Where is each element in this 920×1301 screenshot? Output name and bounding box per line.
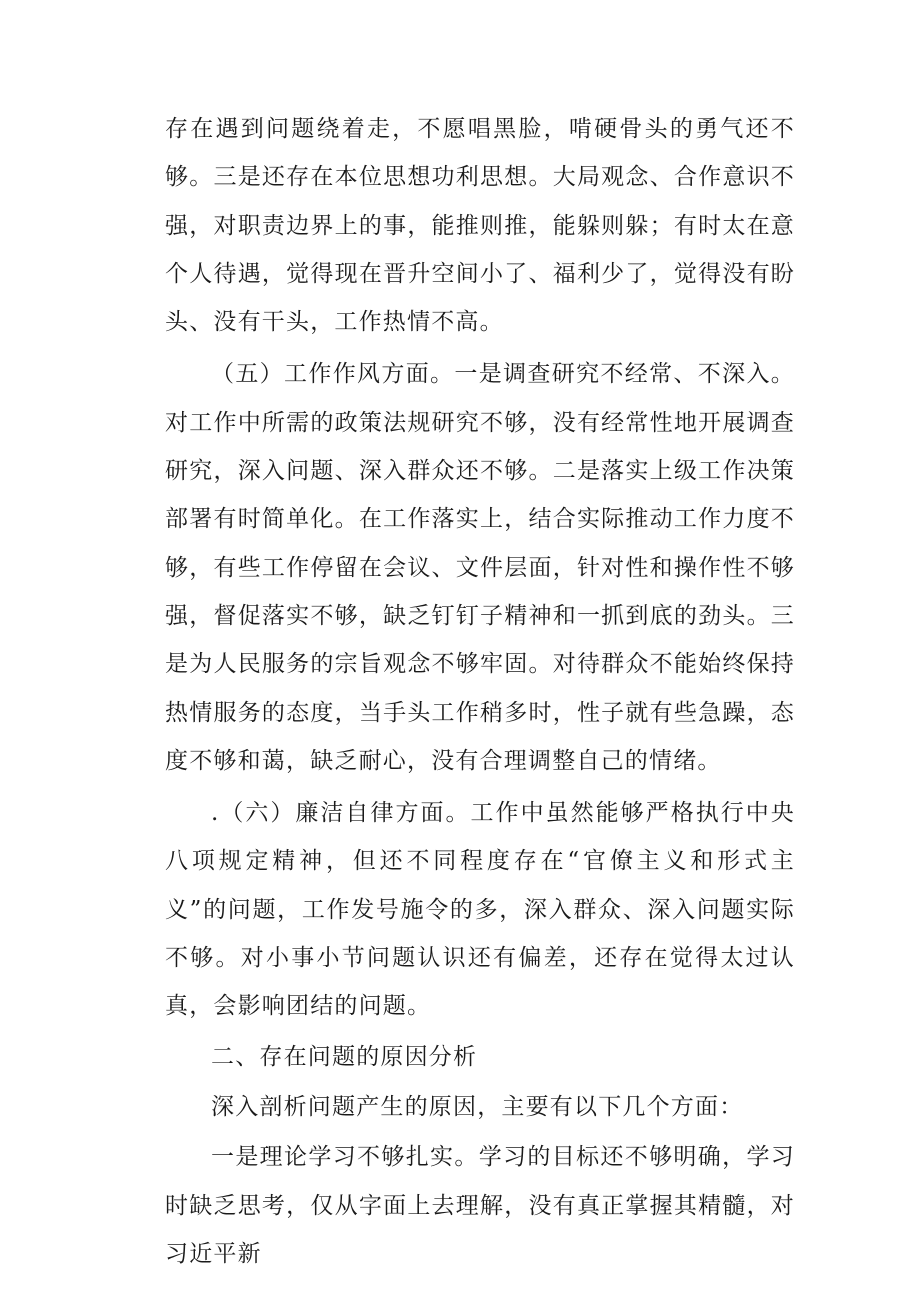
document-body xyxy=(165,105,795,1278)
paragraph-cause-intro: 深入剖析问题产生的原因，主要有以下几个方面： xyxy=(211,1093,744,1120)
paragraph-theory-study: 一是理论学习不够扎实。学习的目标还不够明确，学习时缺乏思考，仅从字面上去理解，没有真正掌握其精髓，对习近平新 xyxy=(165,1144,795,1267)
paragraph-integrity-section: .（六）廉洁自律方面。工作中虽然能够严格执行中央八项规定精神，但还不同程度存在“官僚主义和形式主义”的问题，工作发号施令的多，深入群众、深入问题实际不够。对小事小节问题认识还有偏差，还存在觉得太过认真，会影响团结的问题。 xyxy=(165,800,795,1020)
section-heading-cause-analysis: 二、存在问题的原因分析 xyxy=(211,1043,478,1070)
paragraph-work-style-section: （五）工作作风方面。一是调查研究不经常、不深入。对工作中所需的政策法规研究不够，没有经常性地开展调查研究，深入问题、深入群众还不够。二是落实上级工作决策部署有时简单化。在工作落实上，结合实际推动工作力度不够，有些工作停留在会议、文件层面，针对性和操作性不够强，督促落实不够，缺乏钉钉子精神和一抓到底的劲头。三是为人民服务的宗旨观念不够牢固。对待群众不能始终保持热情服务的态度，当手头工作稍多时，性子就有些急躁，态度不够和蔼，缺乏耐心，没有合理调整自己的情绪。 xyxy=(165,361,795,774)
paragraph-continued-from-previous-page: 存在遇到问题绕着走，不愿唱黑脸，啃硬骨头的勇气还不够。三是还存在本位思想功利思想。大局观念、合作意识不强，对职责边界上的事，能推则推，能躲则躲；有时太在意个人待遇，觉得现在晋升空间小了、福利少了，觉得没有盼头、没有干头，工作热情不高。 xyxy=(165,116,795,336)
